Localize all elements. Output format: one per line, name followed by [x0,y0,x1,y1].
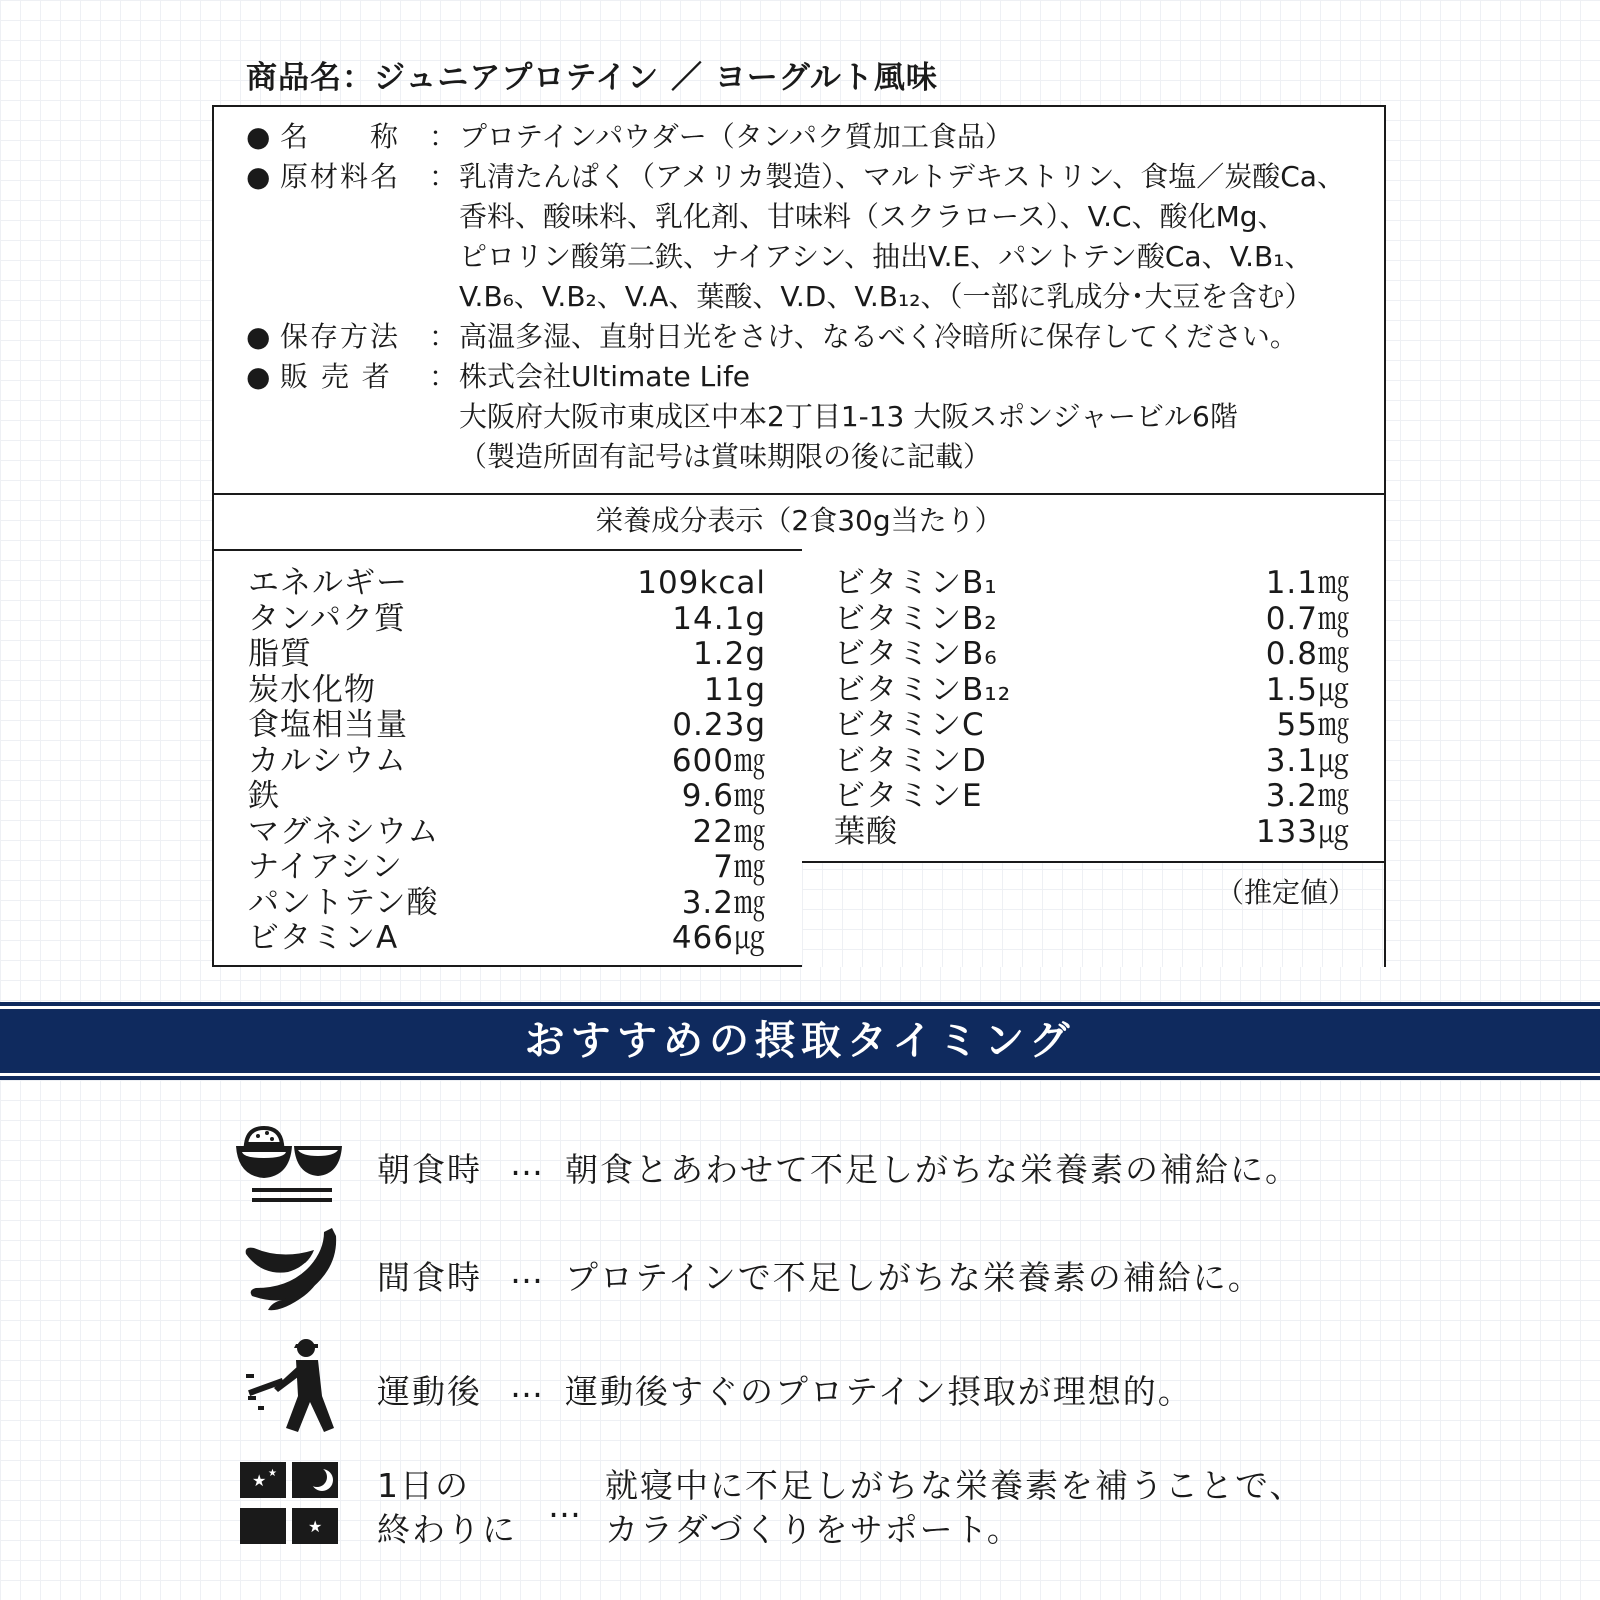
nutrient-value: 55㎎ [1276,707,1350,743]
svg-text:★: ★ [252,1471,267,1490]
batter-icon [244,1336,340,1436]
bullet: ● [246,160,271,193]
info-colon: ： [429,120,458,153]
ingredients-line: 香料、酸味料、乳化剤、甘味料（スクラロース）、V.C、酸化Mg、 [459,200,1286,233]
nutrient-value: 22㎎ [692,813,766,850]
info-colon: ： [429,320,458,353]
timing-description: 就寝中に不足しがちな栄養素を補うことで、 [605,1466,1305,1505]
timing-label: 運動後 [377,1372,482,1411]
night-sky-icon [238,1460,342,1548]
banana-icon [242,1226,342,1316]
info-colon: ： [429,360,458,393]
estimated-value-note: （推定値） [1215,876,1356,909]
timing-description: 朝食とあわせて不足しがちな栄養素の補給に。 [565,1150,1300,1189]
timing-label: 1日の [377,1466,470,1505]
nutrient-value: 3.2㎎ [1265,778,1350,814]
nutrient-name: ビタミンD [834,742,987,779]
timing-row-end-of-day [0,1456,1600,1556]
nutrient-name: 葉酸 [834,813,898,850]
nutrient-name: 鉄 [248,778,280,814]
info-value-storage: 高温多湿、直射日光をさけ、なるべく冷暗所に保存してください。 [459,320,1298,353]
nutrient-value: 133㎍ [1255,813,1350,850]
bullet: ● [246,120,271,153]
nutrient-value: 14.1g [672,600,766,637]
nutrient-name: 食塩相当量 [248,707,408,743]
timing-heading: おすすめの摂取タイミング [524,1018,1076,1064]
nutrient-value: 600㎎ [671,742,766,779]
bullet: ● [246,320,271,353]
info-label-storage: 保存方法 [280,320,401,353]
timing-dots: … [510,1144,545,1183]
nutrient-name: 脂質 [248,636,312,672]
nutrient-name: ビタミンA [248,920,399,956]
nutrition-right-area [802,549,1384,967]
nutrient-value: 1.5㎍ [1265,671,1350,708]
product-info-section [214,107,1384,495]
timing-dots: … [548,1486,583,1525]
nutrient-name: ビタミンB₁₂ [834,671,1012,708]
timing-row-snack [0,1226,1600,1316]
nutrient-name: ビタミンB₁ [834,565,998,601]
seller-line: （製造所固有記号は賞味期限の後に記載） [459,440,992,473]
info-label-seller: 販 売 者 [280,360,392,393]
food-label-box [212,105,1386,967]
nutrient-value: 11g [703,671,766,708]
nutrition-right-column [802,549,1384,863]
nutrient-value: 1.1㎎ [1265,565,1350,601]
ingredients-line: V.B₆、V.B₂、V.A、葉酸、V.D、V.B₁₂、（一部に乳成分･大豆を含む） [459,280,1313,313]
bullet: ● [246,360,271,393]
nutrition-heading: 栄養成分表示（2食30g当たり） [214,493,1384,551]
nutrient-name: ビタミンE [834,778,983,814]
timing-description: 運動後すぐのプロテイン摂取が理想的。 [565,1372,1193,1411]
nutrient-value: 7㎎ [713,849,766,885]
timing-row-breakfast [0,1118,1600,1208]
nutrient-name: ビタミンB₆ [834,636,998,672]
seller-line: 大阪府大阪市東成区中本2丁目1-13 大阪スポンジャービル6階 [459,400,1238,433]
info-label-name: 名 称 [280,120,401,153]
timing-label: 終わりに [377,1510,517,1549]
nutrient-value: 3.1㎍ [1265,742,1350,779]
nutrient-value: 466㎍ [671,920,766,956]
nutrient-value: 0.7㎎ [1265,600,1350,637]
timing-dots: … [510,1252,545,1291]
nutrient-name: カルシウム [248,742,407,779]
timing-dots: … [510,1366,545,1405]
timing-label: 朝食時 [377,1150,482,1189]
nutrient-name: エネルギー [248,565,408,601]
ingredients-line: ピロリン酸第二鉄、ナイアシン、抽出V.E、パントテン酸Ca、V.B₁、 [459,240,1313,273]
nutrient-value: 9.6㎎ [681,778,766,814]
timing-label: 間食時 [377,1258,482,1297]
svg-text:★: ★ [268,1468,277,1479]
rice-and-soup-bowls-icon [234,1124,346,1210]
timing-row-after-exercise [0,1336,1600,1436]
nutrient-name: ビタミンC [834,707,985,743]
nutrient-value: 0.8㎎ [1265,636,1350,672]
nutrient-name: パントテン酸 [248,884,439,921]
info-label-ingredients: 原材料名 [280,160,401,193]
nutrient-name: 炭水化物 [248,671,376,708]
nutrient-name: マグネシウム [248,813,440,850]
product-title: 商品名：ジュニアプロテイン ／ ヨーグルト風味 [246,60,938,96]
svg-text:★: ★ [308,1517,323,1536]
nutrient-value: 1.2g [693,636,766,672]
timing-banner [0,1002,1600,1080]
info-colon: ： [429,160,458,193]
info-value-name: プロテインパウダー（タンパク質加工食品） [459,120,1013,153]
timing-description: カラダづくりをサポート。 [605,1510,1022,1549]
ingredients-line: 乳清たんぱく（アメリカ製造）、マルトデキストリン、食塩／炭酸Ca、 [459,160,1345,193]
timing-description: プロテインで不足しがちな栄養素の補給に。 [565,1258,1263,1297]
nutrition-left-column [214,549,804,967]
nutrient-value: 109kcal [637,565,766,601]
nutrient-name: ビタミンB₂ [834,600,998,637]
nutrient-name: タンパク質 [248,600,406,637]
seller-line: 株式会社Ultimate Life [459,360,751,393]
nutrient-value: 0.23g [672,707,766,743]
nutrient-name: ナイアシン [248,849,403,885]
nutrient-value: 3.2㎎ [681,884,766,921]
